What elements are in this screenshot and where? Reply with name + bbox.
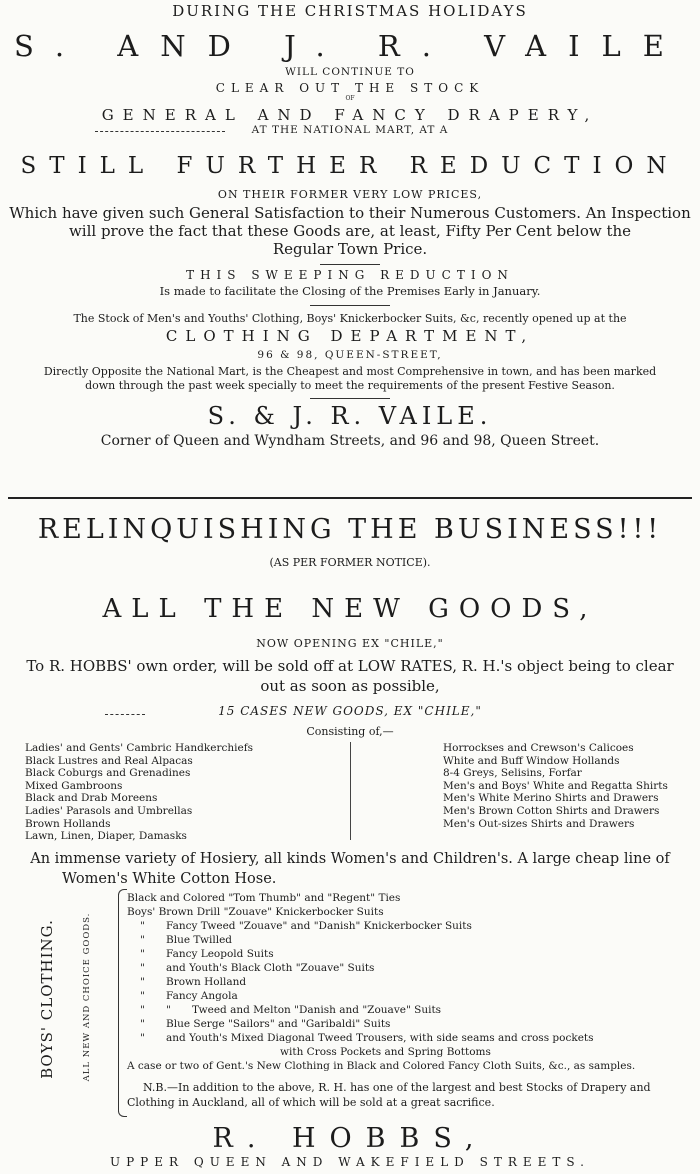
ad1-reduction: STILL FURTHER REDUCTION bbox=[20, 153, 680, 179]
ad2-subhead: 15 CASES NEW GOODS, EX "CHILE," bbox=[218, 704, 482, 718]
ad2-address: UPPER QUEEN AND WAKEFIELD STREETS. bbox=[109, 1155, 590, 1169]
ad1-heading: DURING THE CHRISTMAS HOLIDAYS bbox=[172, 2, 528, 20]
ad1-para1: Regular Town Price. bbox=[272, 240, 428, 258]
list-item: Black Coburgs and Grenadines bbox=[25, 767, 191, 780]
boys-item: " Brown Holland bbox=[140, 976, 247, 988]
boys-item: " " Tweed and Melton "Danish and "Zouave" Suits bbox=[140, 1004, 442, 1016]
column-divider bbox=[350, 742, 351, 840]
ad1-signature: S. & J. R. VAILE. bbox=[207, 402, 493, 430]
ad1-prices: ON THEIR FORMER VERY LOW PRICES, bbox=[217, 188, 483, 201]
divider bbox=[310, 305, 390, 306]
ad1-national-mart: AT THE NATIONAL MART, AT A bbox=[251, 124, 449, 136]
ad1-drapery: GENERAL AND FANCY DRAPERY, bbox=[101, 106, 599, 124]
list-item: Brown Hollands bbox=[25, 817, 111, 830]
boys-item: " Blue Serge "Sailors" and "Garibaldi" Suits bbox=[140, 1018, 391, 1030]
boys-item: " Fancy Tweed "Zouave" and "Danish" Knickerbocker Suits bbox=[140, 920, 472, 932]
boys-clothing-title: BOYS' CLOTHING. bbox=[38, 919, 56, 1079]
boys-item: Black and Colored "Tom Thumb" and "Regent" Ties bbox=[127, 892, 401, 904]
boys-item: " Fancy Leopold Suits bbox=[140, 948, 274, 960]
list-item: Horrockses and Crewson's Calicoes bbox=[443, 742, 634, 754]
ad2-para1: out as soon as possible, bbox=[260, 677, 440, 695]
boys-item: " Blue Twilled bbox=[140, 934, 233, 946]
ad1-closing: Is made to facilitate the Closing of the Premises Early in January. bbox=[159, 284, 541, 298]
goods-list-right bbox=[443, 742, 668, 830]
ad2-headline: RELINQUISHING THE BUSINESS!!! bbox=[37, 514, 663, 545]
ad1-para1: Which have given such General Satisfaction to their Numerous Customers. An Inspection bbox=[9, 204, 691, 222]
ad1-clear-out: CLEAR OUT THE STOCK bbox=[215, 81, 485, 95]
boys-item: " Fancy Angola bbox=[140, 990, 238, 1002]
ad2-para1: To R. HOBBS' own order, will be sold off at LOW RATES, R. H.'s object being to clear bbox=[26, 657, 674, 675]
ad2-opening: NOW OPENING EX "CHILE," bbox=[256, 637, 444, 650]
ad2-hosiery: Women's White Cotton Hose. bbox=[62, 871, 277, 887]
ad2-signature: R. HOBBS, bbox=[212, 1123, 488, 1154]
ad2-consisting: Consisting of,— bbox=[306, 725, 394, 738]
list-item: White and Buff Window Hollands bbox=[443, 754, 620, 767]
list-item: Men's White Merino Shirts and Drawers bbox=[443, 792, 659, 805]
boys-item: " and Youth's Black Cloth "Zouave" Suits bbox=[140, 962, 375, 974]
divider bbox=[320, 264, 380, 265]
ad1-line: WILL CONTINUE TO bbox=[285, 66, 415, 78]
ad1-address: 96 & 98, QUEEN-STREET, bbox=[257, 349, 443, 361]
advertisement-separator bbox=[8, 497, 692, 499]
ad2-nb: Clothing in Auckland, all of which will be sold at a great sacrifice. bbox=[127, 1096, 495, 1109]
ad2-new-goods: ALL THE NEW GOODS, bbox=[102, 594, 598, 624]
ad2-nb: N.B.—In addition to the above, R. H. has one of the largest and best Stocks of Drapery and bbox=[143, 1081, 651, 1094]
boys-item: Boys' Brown Drill "Zouave" Knickerbocker Suits bbox=[127, 906, 384, 918]
list-item: Men's Brown Cotton Shirts and Drawers bbox=[443, 804, 660, 817]
list-item: Black and Drab Moreens bbox=[25, 792, 158, 805]
ad1-para2: Directly Opposite the National Mart, is the Cheapest and most Comprehensive in town, and has been marked bbox=[43, 365, 657, 378]
list-item: Men's Out-sizes Shirts and Drawers bbox=[443, 817, 635, 830]
boys-item: " and Youth's Mixed Diagonal Tweed Trousers, with side seams and cross pockets bbox=[140, 1032, 594, 1044]
list-item: Black Lustres and Real Alpacas bbox=[25, 754, 193, 767]
ad2-hosiery: An immense variety of Hosiery, all kinds Women's and Children's. A large cheap line of bbox=[30, 851, 670, 867]
ad2-former-notice: (AS PER FORMER NOTICE). bbox=[269, 556, 431, 569]
ad1-firm-name: S. AND J. R. VAILE bbox=[14, 29, 686, 63]
list-item: Mixed Gambroons bbox=[25, 779, 123, 792]
list-item: Men's and Boys' White and Regatta Shirts bbox=[443, 779, 668, 792]
boys-brace bbox=[118, 889, 127, 1117]
ad1-sweeping: THIS SWEEPING REDUCTION bbox=[186, 268, 514, 282]
ad1-para1: will prove the fact that these Goods are, at least, Fifty Per Cent below the bbox=[68, 222, 632, 240]
divider bbox=[310, 398, 390, 399]
ad1-of: OF bbox=[345, 95, 355, 102]
boys-item: with Cross Pockets and Spring Bottoms bbox=[280, 1046, 491, 1058]
goods-list-left bbox=[25, 742, 253, 843]
ad1-corner: Corner of Queen and Wyndham Streets, and 96 and 98, Queen Street. bbox=[100, 433, 600, 449]
list-item: 8-4 Greys, Selisins, Forfar bbox=[443, 767, 582, 780]
list-item: Ladies' and Gents' Cambric Handkerchiefs bbox=[25, 742, 253, 754]
list-item: Lawn, Linen, Diaper, Damasks bbox=[25, 830, 187, 843]
ad1-para2: down through the past week specially to meet the requirements of the present Festive Season. bbox=[85, 379, 615, 392]
boys-item: A case or two of Gent.'s New Clothing in Black and Colored Fancy Cloth Suits, &c., as samples. bbox=[127, 1060, 636, 1072]
ad1-stock: The Stock of Men's and Youths' Clothing, Boys' Knickerbocker Suits, &c, recently opened up at the bbox=[73, 312, 627, 325]
ad1-department: CLOTHING DEPARTMENT, bbox=[165, 327, 535, 345]
boys-clothing-subtitle: ALL NEW AND CHOICE GOODS. bbox=[82, 912, 92, 1082]
list-item: Ladies' Parasols and Umbrellas bbox=[25, 804, 193, 817]
